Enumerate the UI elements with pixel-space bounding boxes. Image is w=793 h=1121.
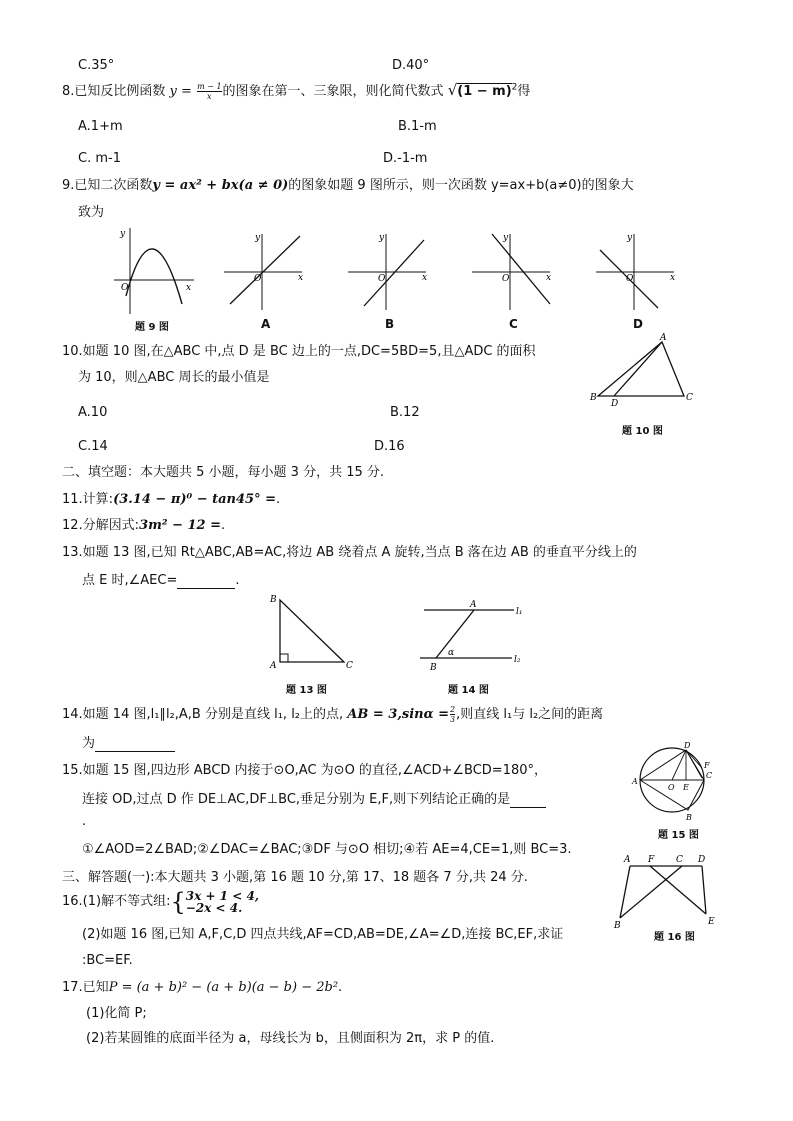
line-l1-label: l₁ — [516, 607, 523, 617]
q16-part1-prefix: 16.(1)解不等式组: — [62, 894, 171, 909]
axis-y-label: y — [120, 229, 126, 239]
point-a-label: A — [632, 777, 638, 786]
q13-figure-caption: 题 13 图 — [286, 685, 327, 696]
point-c-label: C — [346, 661, 353, 671]
right-triangle — [280, 600, 344, 662]
q9-figure-caption: 题 9 图 — [135, 322, 169, 333]
q8-option-d: D.-1-m — [383, 151, 428, 166]
q12 — [62, 518, 225, 534]
q10-option-c: C.14 — [78, 439, 108, 454]
segment-de — [702, 866, 706, 914]
q8-option-b: B.1-m — [398, 119, 437, 134]
q8-prefix: 8.已知反比例函数 — [62, 84, 166, 99]
q17-suffix: . — [338, 980, 343, 995]
point-a-label: A — [660, 333, 667, 343]
point-d-label: D — [611, 399, 619, 409]
q9-stem — [62, 178, 634, 194]
q9-option-c-figure — [470, 228, 556, 312]
q15-line2-text: 连接 OD,过点 D 作 DE⊥AC,DF⊥BC,垂足分别为 E,F,则下列结论正确的是 — [82, 792, 511, 807]
q17-expr: P = (a + b)² − (a + b)(a − b) − 2b² — [108, 980, 339, 995]
axis-x-label: x — [186, 283, 192, 293]
right-angle-mark — [280, 654, 288, 662]
segment-fe — [650, 866, 706, 914]
q11-expr: (3.14 − π)⁰ − tan45° = — [113, 492, 277, 507]
q17-prefix: 17.已知 — [62, 980, 109, 995]
point-c-label: C — [706, 771, 713, 780]
q16-part1: 16.(1)解不等式组:{ 3x + 1 < 4, −2x < 4. — [62, 887, 259, 916]
point-a-label: A — [624, 855, 631, 865]
point-e-label: E — [708, 917, 715, 927]
point-o-label: O — [668, 783, 675, 792]
q11-suffix: . — [276, 492, 281, 507]
q8-radicand: (1 − m) — [457, 84, 512, 99]
point-b-label: B — [686, 813, 692, 822]
q9-option-a-figure — [222, 228, 308, 312]
q9-option-d-label: D — [633, 317, 643, 331]
q8-option-c: C. m-1 — [78, 151, 121, 166]
q15-answer-blank — [510, 791, 546, 808]
q12-prefix: 12.分解因式: — [62, 518, 140, 533]
q12-suffix: . — [221, 518, 226, 533]
q10-line2: 为 10，则△ABC 周长的最小值是 — [78, 370, 270, 385]
point-d-label: D — [684, 742, 691, 750]
q10-line1: 10.如题 10 图,在△ABC 中,点 D 是 BC 边上的一点,DC=5BD=5,且△ADC 的面积 — [62, 344, 536, 359]
point-e-label: E — [683, 783, 689, 792]
q9-parabola-figure — [112, 224, 196, 316]
q14-line-relation: l₁∥l₂,A,B 分别是直线 l₁, l₂上的点, — [150, 707, 344, 722]
q15-figure-caption: 题 15 图 — [658, 830, 699, 841]
segment-ad — [614, 342, 662, 396]
q17-stem — [62, 980, 342, 996]
q14-answer-blank — [95, 735, 175, 752]
q13-triangle-figure — [264, 592, 364, 672]
line-graph — [364, 240, 424, 306]
q9-prefix: 9.已知二次函数 — [62, 178, 153, 193]
q8-mid: 的图象在第一、三象限，则化简代数式 — [222, 84, 444, 99]
segment-bc — [620, 866, 682, 918]
q13-line2-text: 点 E 时,∠AEC= — [82, 573, 178, 588]
axis-y-label: y — [379, 233, 385, 243]
q10-option-d: D.16 — [374, 439, 405, 454]
q12-expr: 3m² − 12 = — [139, 518, 222, 533]
q14-frac-num: 2 — [450, 705, 456, 714]
q10-option-a: A.10 — [78, 405, 108, 420]
line-l2-label: l₂ — [514, 655, 521, 665]
point-a-label: A — [470, 600, 477, 610]
q8-frac-num: m − 1 — [197, 82, 222, 91]
q10-option-b: B.12 — [390, 405, 420, 420]
q17-part1: (1)化简 P; — [86, 1006, 147, 1021]
parabola-curve — [126, 249, 182, 304]
q15-line3: . — [82, 814, 87, 829]
q8-suffix: 得 — [517, 84, 531, 99]
q14-suffix: ,则直线 l₁与 l₂之间的距离 — [456, 707, 604, 722]
point-f-label: F — [704, 761, 710, 770]
q13-line2: 点 E 时,∠AEC= . — [82, 573, 240, 588]
origin-label: O — [378, 274, 386, 284]
q16-part2-line1: (2)如题 16 图,已知 A,F,C,D 四点共线,AF=CD,AB=DE,∠A=∠D,连接 BC,EF,求证 — [82, 927, 564, 942]
origin-label: O — [626, 274, 634, 284]
q8-function: y = — [169, 84, 192, 99]
point-d-label: D — [698, 855, 706, 865]
point-b-label: B — [270, 595, 277, 605]
point-c-label: C — [686, 393, 693, 403]
q8-frac-den: x — [207, 92, 212, 101]
point-a-label: A — [270, 661, 277, 671]
line-graph — [492, 234, 550, 304]
axis-x-label: x — [546, 273, 552, 283]
q14-frac-den: 3 — [450, 715, 456, 724]
origin-label: O — [121, 283, 129, 293]
axis-x-label: x — [670, 273, 676, 283]
section3-heading: 三、解答题(一):本大题共 3 小题,第 16 题 10 分,第 17、18 题各 7 分,共 24 分. — [62, 870, 528, 885]
q16-ineq2: −2x < 4. — [185, 900, 243, 915]
q7-option-d: D.40° — [392, 58, 430, 73]
q16-ineq1: 3x + 1 < 4, — [185, 888, 259, 903]
q15-line1: 15.如题 15 图,四边形 ABCD 内接于⊙O,AC 为⊙O 的直径,∠ACD+∠BCD=180°， — [62, 763, 548, 778]
point-b-label: B — [430, 663, 437, 672]
q11 — [62, 492, 280, 508]
q16-figure — [608, 852, 720, 932]
q14-stem — [62, 705, 603, 724]
q13-line1: 13.如题 13 图,已知 Rt△ABC,AB=AC,将边 AB 绕着点 A 旋转,当点 B 落在边 AB 的垂直平分线上的 — [62, 545, 637, 560]
axis-x-label: x — [422, 273, 428, 283]
q14-line2-text: 为 — [82, 736, 96, 751]
q15-circle-figure — [628, 742, 718, 826]
q8-stem: 8.已知反比例函数 y = $\frac{m - 1}{x}$ 的图象在第一、三象限，则化简代数式 $√(1 - m)^2$得 — [62, 81, 531, 101]
segment-ab — [436, 610, 474, 658]
angle-alpha-label: α — [448, 648, 455, 658]
point-b-label: B — [590, 393, 597, 403]
q9-option-c-label: C — [509, 317, 518, 331]
q15-statements: ①∠AOD=2∠BAD;②∠DAC=∠BAC;③DF 与⊙O 相切;④若 AE=4,CE=1,则 BC=3. — [82, 842, 572, 857]
segment-df — [686, 750, 702, 768]
q15-line2 — [82, 791, 546, 808]
point-c-label: C — [676, 855, 683, 865]
q9-option-d-figure — [594, 228, 680, 312]
triangle-abc — [598, 342, 684, 396]
q14-prefix: 14.如题 14 图, — [62, 707, 151, 722]
q9-option-b-label: B — [385, 317, 395, 331]
q13-answer-blank — [177, 572, 235, 589]
q10-figure-caption: 题 10 图 — [622, 426, 663, 437]
axis-y-label: y — [503, 233, 509, 243]
origin-label: O — [502, 274, 510, 284]
q14-figure-caption: 题 14 图 — [448, 685, 489, 696]
q10-triangle-figure — [584, 330, 702, 410]
q16-part2-line2: :BC=EF. — [82, 953, 133, 968]
axis-y-label: y — [627, 233, 633, 243]
q8-option-a: A.1+m — [78, 119, 123, 134]
section2-heading: 二、填空题：本大题共 5 小题，每小题 3 分，共 15 分. — [62, 465, 385, 480]
q17-part2: (2)若某圆锥的底面半径为 a，母线长为 b，且侧面积为 2π，求 P 的值. — [86, 1031, 495, 1046]
point-b-label: B — [614, 921, 621, 931]
q14-parallel-lines-figure — [416, 596, 536, 672]
q9-option-a-label: A — [261, 317, 271, 331]
q9-suffix: 的图象如题 9 图所示，则一次函数 y=ax+b(a≠0)的图象大 — [288, 178, 634, 193]
q14-line2 — [82, 735, 175, 752]
q9-formula: y = ax² + bx(a ≠ 0) — [152, 178, 289, 193]
q9-option-b-figure — [346, 228, 432, 312]
q7-option-c: C.35° — [78, 58, 115, 73]
axis-x-label: x — [298, 273, 304, 283]
origin-label: O — [254, 274, 262, 284]
q16-figure-caption: 题 16 图 — [654, 932, 695, 943]
q14-given: AB = 3,sinα = — [347, 707, 450, 722]
axis-y-label: y — [255, 233, 261, 243]
point-f-label: F — [648, 855, 655, 865]
line-graph — [230, 236, 300, 304]
q9-line2: 致为 — [78, 205, 105, 220]
q11-prefix: 11.计算: — [62, 492, 114, 507]
